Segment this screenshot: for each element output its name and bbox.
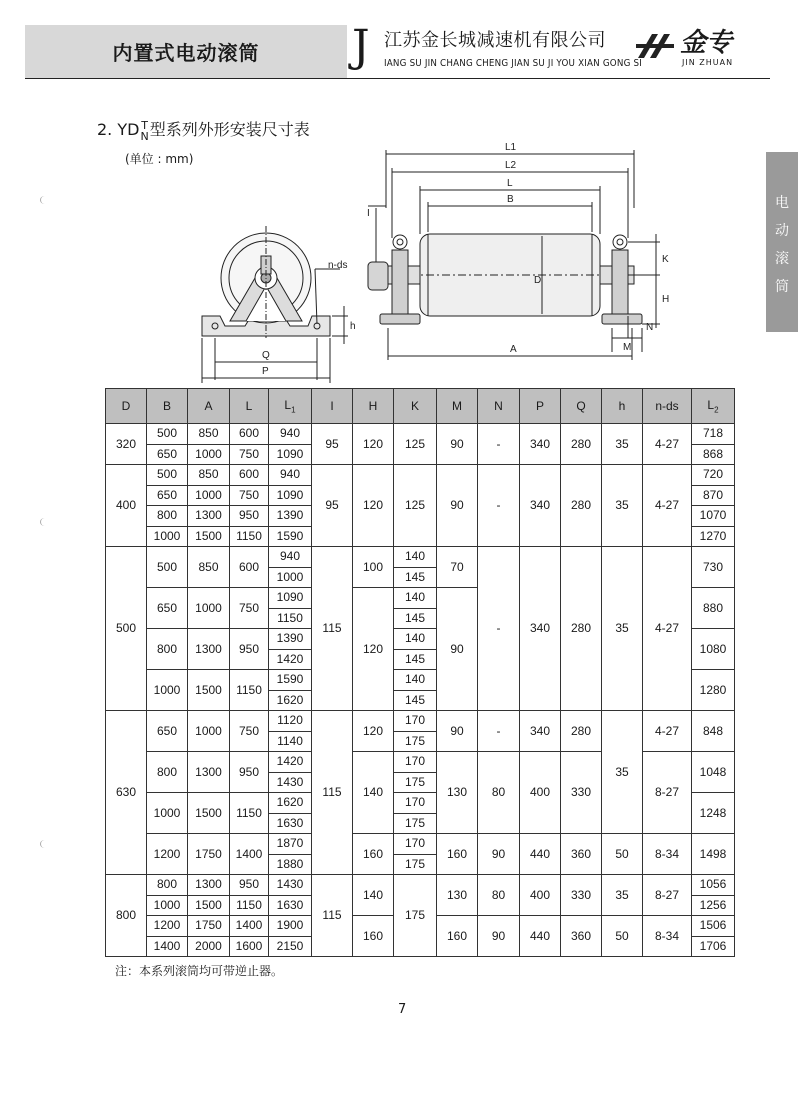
table-cell: 650 xyxy=(147,588,188,629)
table-cell: 8-34 xyxy=(643,834,692,875)
table-cell: 140 xyxy=(394,588,437,609)
table-cell: 1506 xyxy=(692,916,735,937)
table-cell: 1120 xyxy=(269,711,312,732)
table-cell: 1256 xyxy=(692,895,735,916)
table-cell: 1590 xyxy=(269,670,312,691)
table-cell: - xyxy=(478,465,520,547)
table-cell: 1140 xyxy=(269,731,312,752)
table-cell: 1000 xyxy=(188,588,230,629)
table-row xyxy=(106,875,735,896)
table-cell: 650 xyxy=(147,444,188,465)
table-cell: 950 xyxy=(230,506,269,527)
column-header: D xyxy=(106,389,147,424)
table-cell: 170 xyxy=(394,793,437,814)
table-body xyxy=(106,424,735,957)
label-d: D xyxy=(534,275,542,286)
table-cell: 1750 xyxy=(188,834,230,875)
table-cell: 280 xyxy=(561,424,602,465)
table-cell: 870 xyxy=(692,485,735,506)
table-cell: 140 xyxy=(394,547,437,568)
table-cell: 400 xyxy=(520,875,561,916)
table-cell: 1500 xyxy=(188,895,230,916)
table-cell: 145 xyxy=(394,608,437,629)
table-row xyxy=(106,547,735,568)
table-cell: 1150 xyxy=(230,793,269,834)
table-cell: 1590 xyxy=(269,526,312,547)
table-cell: 130 xyxy=(437,752,478,834)
table-cell: 1400 xyxy=(147,936,188,957)
side-tab xyxy=(766,152,798,332)
table-cell: 750 xyxy=(230,444,269,465)
table-cell: 8-27 xyxy=(643,752,692,834)
table-cell: 90 xyxy=(437,424,478,465)
table-row xyxy=(106,424,735,445)
table-cell: 750 xyxy=(230,485,269,506)
table-cell: 1430 xyxy=(269,875,312,896)
table-cell: 1390 xyxy=(269,629,312,650)
table-cell: 90 xyxy=(437,465,478,547)
table-cell: 1000 xyxy=(147,670,188,711)
column-header: L xyxy=(230,389,269,424)
label-p: P xyxy=(262,366,269,377)
section-title-suffix: 型系列外形安装尺寸表 xyxy=(149,120,310,139)
brand-name-cn: 金专 xyxy=(680,28,733,58)
section-title-sub: N xyxy=(140,129,149,143)
table-cell: 160 xyxy=(353,834,394,875)
section-title-prefix: 2. YD xyxy=(97,120,140,139)
table-cell: 1000 xyxy=(147,895,188,916)
table-cell: 400 xyxy=(106,465,147,547)
table-cell: 1300 xyxy=(188,875,230,896)
table-cell: 125 xyxy=(394,424,437,465)
table-cell: 175 xyxy=(394,854,437,875)
table-cell: 1000 xyxy=(188,711,230,752)
table-cell: 1420 xyxy=(269,752,312,773)
label-h-height: H xyxy=(662,294,670,305)
table-cell: 280 xyxy=(561,711,602,752)
column-header: I xyxy=(312,389,353,424)
table-cell: 140 xyxy=(353,875,394,916)
table-cell: 115 xyxy=(312,547,353,711)
table-cell: 600 xyxy=(230,547,269,588)
label-l: L xyxy=(507,178,513,189)
table-cell: 280 xyxy=(561,547,602,711)
table-cell: 848 xyxy=(692,711,735,752)
drum-dimension-drawing xyxy=(180,138,680,383)
table-cell: 2000 xyxy=(188,936,230,957)
table-cell: 800 xyxy=(147,506,188,527)
table-cell: 175 xyxy=(394,772,437,793)
table-cell: 8-34 xyxy=(643,916,692,957)
table-cell: 1248 xyxy=(692,793,735,834)
column-header: M xyxy=(437,389,478,424)
table-row xyxy=(106,465,735,486)
table-cell: 1500 xyxy=(188,793,230,834)
table-cell: 130 xyxy=(437,875,478,916)
section-title-sup: T xyxy=(141,118,148,132)
table-cell: 330 xyxy=(561,875,602,916)
table-cell: 115 xyxy=(312,875,353,957)
table-cell: 4-27 xyxy=(643,547,692,711)
table-cell: 1630 xyxy=(269,895,312,916)
table-cell: 35 xyxy=(602,465,643,547)
table-cell: 1090 xyxy=(269,485,312,506)
table-cell: 1870 xyxy=(269,834,312,855)
header-rule xyxy=(25,78,770,79)
table-cell: 145 xyxy=(394,567,437,588)
table-cell: 170 xyxy=(394,752,437,773)
table-cell: 800 xyxy=(147,629,188,670)
table-cell: 120 xyxy=(353,711,394,752)
table-cell: 4-27 xyxy=(643,424,692,465)
table-cell: 1000 xyxy=(188,444,230,465)
table-cell: 750 xyxy=(230,711,269,752)
table-cell: - xyxy=(478,424,520,465)
side-tab-char: 电 xyxy=(775,195,789,211)
table-cell: 70 xyxy=(437,547,478,588)
company-name-en: IANG SU JIN CHANG CHENG JIAN SU JI YOU XIAN GONG SI xyxy=(384,58,643,69)
table-cell: 950 xyxy=(230,629,269,670)
binding-mark xyxy=(40,196,49,204)
table-cell: 750 xyxy=(230,588,269,629)
table-cell: 4-27 xyxy=(643,711,692,752)
table-cell: 1630 xyxy=(269,813,312,834)
table-cell: 360 xyxy=(561,916,602,957)
footnote: 注：本系列滚筒均可带逆止器。 xyxy=(115,964,284,978)
table-cell: 1070 xyxy=(692,506,735,527)
table-cell: 500 xyxy=(147,465,188,486)
table-cell: 1150 xyxy=(230,526,269,547)
label-nds: n-ds xyxy=(328,260,348,271)
table-cell: 1400 xyxy=(230,916,269,937)
table-cell: 95 xyxy=(312,424,353,465)
label-h: h xyxy=(350,321,356,332)
table-cell: 1048 xyxy=(692,752,735,793)
column-header: K xyxy=(394,389,437,424)
table-cell: 175 xyxy=(394,813,437,834)
table-cell: 940 xyxy=(269,547,312,568)
company-logo-initial: J xyxy=(352,21,370,72)
table-cell: 730 xyxy=(692,547,735,588)
table-cell: 1150 xyxy=(269,608,312,629)
brand-logo-icon xyxy=(634,28,678,64)
table-cell: 1880 xyxy=(269,854,312,875)
table-cell: 1500 xyxy=(188,526,230,547)
table-cell: 500 xyxy=(147,547,188,588)
dimension-table xyxy=(105,388,735,957)
side-tab-char: 动 xyxy=(775,223,789,239)
table-cell: 90 xyxy=(478,834,520,875)
label-b: B xyxy=(507,194,514,205)
table-cell: 850 xyxy=(188,465,230,486)
table-cell: 160 xyxy=(353,916,394,957)
label-l2: L2 xyxy=(505,160,517,171)
unit-label: (单位 : mm) xyxy=(125,152,194,166)
table-cell: 1200 xyxy=(147,834,188,875)
table-cell: 90 xyxy=(437,711,478,752)
table-cell: 120 xyxy=(353,588,394,711)
table-cell: 880 xyxy=(692,588,735,629)
table-cell: 140 xyxy=(353,752,394,834)
table-cell: 360 xyxy=(561,834,602,875)
table-row xyxy=(106,834,735,855)
table-cell: 1000 xyxy=(147,793,188,834)
page-title-box xyxy=(25,25,347,78)
label-a: A xyxy=(510,344,517,355)
table-cell: 1430 xyxy=(269,772,312,793)
table-cell: 160 xyxy=(437,916,478,957)
table-cell: 1400 xyxy=(230,834,269,875)
table-cell: 600 xyxy=(230,424,269,445)
table-cell: 1280 xyxy=(692,670,735,711)
table-cell: 850 xyxy=(188,424,230,445)
table-header-row xyxy=(106,389,735,424)
table-cell: 950 xyxy=(230,875,269,896)
table-cell: 1150 xyxy=(230,895,269,916)
table-cell: 125 xyxy=(394,465,437,547)
table-cell: 720 xyxy=(692,465,735,486)
table-cell: 1150 xyxy=(230,670,269,711)
table-cell: 868 xyxy=(692,444,735,465)
table-cell: 940 xyxy=(269,465,312,486)
table-cell: 1300 xyxy=(188,752,230,793)
table-cell: 120 xyxy=(353,424,394,465)
table-cell: 170 xyxy=(394,834,437,855)
table-cell: 940 xyxy=(269,424,312,445)
table-cell: 1056 xyxy=(692,875,735,896)
table-cell: - xyxy=(478,547,520,711)
table-cell: 2150 xyxy=(269,936,312,957)
table-cell: 160 xyxy=(437,834,478,875)
table-cell: 1080 xyxy=(692,629,735,670)
column-header: H xyxy=(353,389,394,424)
table-cell: 80 xyxy=(478,752,520,834)
table-cell: 175 xyxy=(394,875,437,957)
table-cell: 630 xyxy=(106,711,147,875)
label-l1: L1 xyxy=(505,142,517,153)
table-cell: 35 xyxy=(602,875,643,916)
table-cell: 50 xyxy=(602,834,643,875)
table-cell: 100 xyxy=(353,547,394,588)
table-cell: 1090 xyxy=(269,588,312,609)
table-cell: 1420 xyxy=(269,649,312,670)
table-cell: 115 xyxy=(312,711,353,875)
table-cell: 1300 xyxy=(188,629,230,670)
table-cell: 1200 xyxy=(147,916,188,937)
side-tab-char: 滚 xyxy=(775,251,789,267)
table-cell: 1750 xyxy=(188,916,230,937)
table-cell: 800 xyxy=(147,752,188,793)
table-cell: 500 xyxy=(147,424,188,445)
table-cell: 50 xyxy=(602,916,643,957)
table-cell: 280 xyxy=(561,465,602,547)
column-header: $L_2$ xyxy=(692,389,735,424)
table-cell: 1390 xyxy=(269,506,312,527)
table-cell: 800 xyxy=(147,875,188,896)
table-cell: 650 xyxy=(147,485,188,506)
table-cell: 850 xyxy=(188,547,230,588)
table-cell: 1270 xyxy=(692,526,735,547)
label-q: Q xyxy=(262,350,270,361)
table-cell: 1498 xyxy=(692,834,735,875)
label-m: M xyxy=(623,342,632,353)
table-cell: 95 xyxy=(312,465,353,547)
table-cell: 8-27 xyxy=(643,875,692,916)
table-cell: 340 xyxy=(520,424,561,465)
side-tab-char: 筒 xyxy=(775,279,789,295)
table-cell: 170 xyxy=(394,711,437,732)
binding-mark xyxy=(40,518,49,526)
table-cell: 718 xyxy=(692,424,735,445)
table-cell: 330 xyxy=(561,752,602,834)
table-cell: 145 xyxy=(394,649,437,670)
column-header: $L_1$ xyxy=(269,389,312,424)
table-cell: 140 xyxy=(394,670,437,691)
table-cell: 1900 xyxy=(269,916,312,937)
page-title: 内置式电动滚筒 xyxy=(112,41,260,65)
table-cell: 340 xyxy=(520,547,561,711)
table-cell: 35 xyxy=(602,424,643,465)
table-cell: 140 xyxy=(394,629,437,650)
table-cell: 90 xyxy=(478,916,520,957)
column-header: N xyxy=(478,389,520,424)
table-cell: 35 xyxy=(602,547,643,711)
table-cell: 340 xyxy=(520,465,561,547)
label-i: I xyxy=(367,208,370,219)
company-name-cn: 江苏金长城减速机有限公司 xyxy=(384,30,606,51)
column-header: A xyxy=(188,389,230,424)
label-n: N xyxy=(646,322,654,333)
table-cell: - xyxy=(478,711,520,752)
table-cell: 950 xyxy=(230,752,269,793)
column-header: P xyxy=(520,389,561,424)
page-number: 7 xyxy=(398,1002,407,1017)
brand-name-en: JIN ZHUAN xyxy=(682,58,734,67)
table-cell: 440 xyxy=(520,916,561,957)
table-cell: 1620 xyxy=(269,793,312,814)
table-cell: 1706 xyxy=(692,936,735,957)
table-cell: 600 xyxy=(230,465,269,486)
table-cell: 1000 xyxy=(188,485,230,506)
table-cell: 80 xyxy=(478,875,520,916)
column-header: Q xyxy=(561,389,602,424)
table-cell: 1090 xyxy=(269,444,312,465)
table-cell: 320 xyxy=(106,424,147,465)
table-cell: 1000 xyxy=(269,567,312,588)
table-row xyxy=(106,711,735,732)
table-cell: 1600 xyxy=(230,936,269,957)
table-cell: 400 xyxy=(520,752,561,834)
table-cell: 120 xyxy=(353,465,394,547)
drum-diagram xyxy=(180,138,680,387)
table-cell: 90 xyxy=(437,588,478,711)
table-cell: 1000 xyxy=(147,526,188,547)
label-k: K xyxy=(662,254,669,265)
table-cell: 1300 xyxy=(188,506,230,527)
table-cell: 4-27 xyxy=(643,465,692,547)
table-cell: 500 xyxy=(106,547,147,711)
binding-mark xyxy=(40,840,49,848)
table-cell: 340 xyxy=(520,711,561,752)
table-cell: 650 xyxy=(147,711,188,752)
table-cell: 800 xyxy=(106,875,147,957)
table-cell: 145 xyxy=(394,690,437,711)
table-cell: 440 xyxy=(520,834,561,875)
table-cell: 1500 xyxy=(188,670,230,711)
table-cell: 1620 xyxy=(269,690,312,711)
table-cell: 35 xyxy=(602,711,643,834)
column-header: n-ds xyxy=(643,389,692,424)
column-header: B xyxy=(147,389,188,424)
column-header: h xyxy=(602,389,643,424)
table-cell: 175 xyxy=(394,731,437,752)
